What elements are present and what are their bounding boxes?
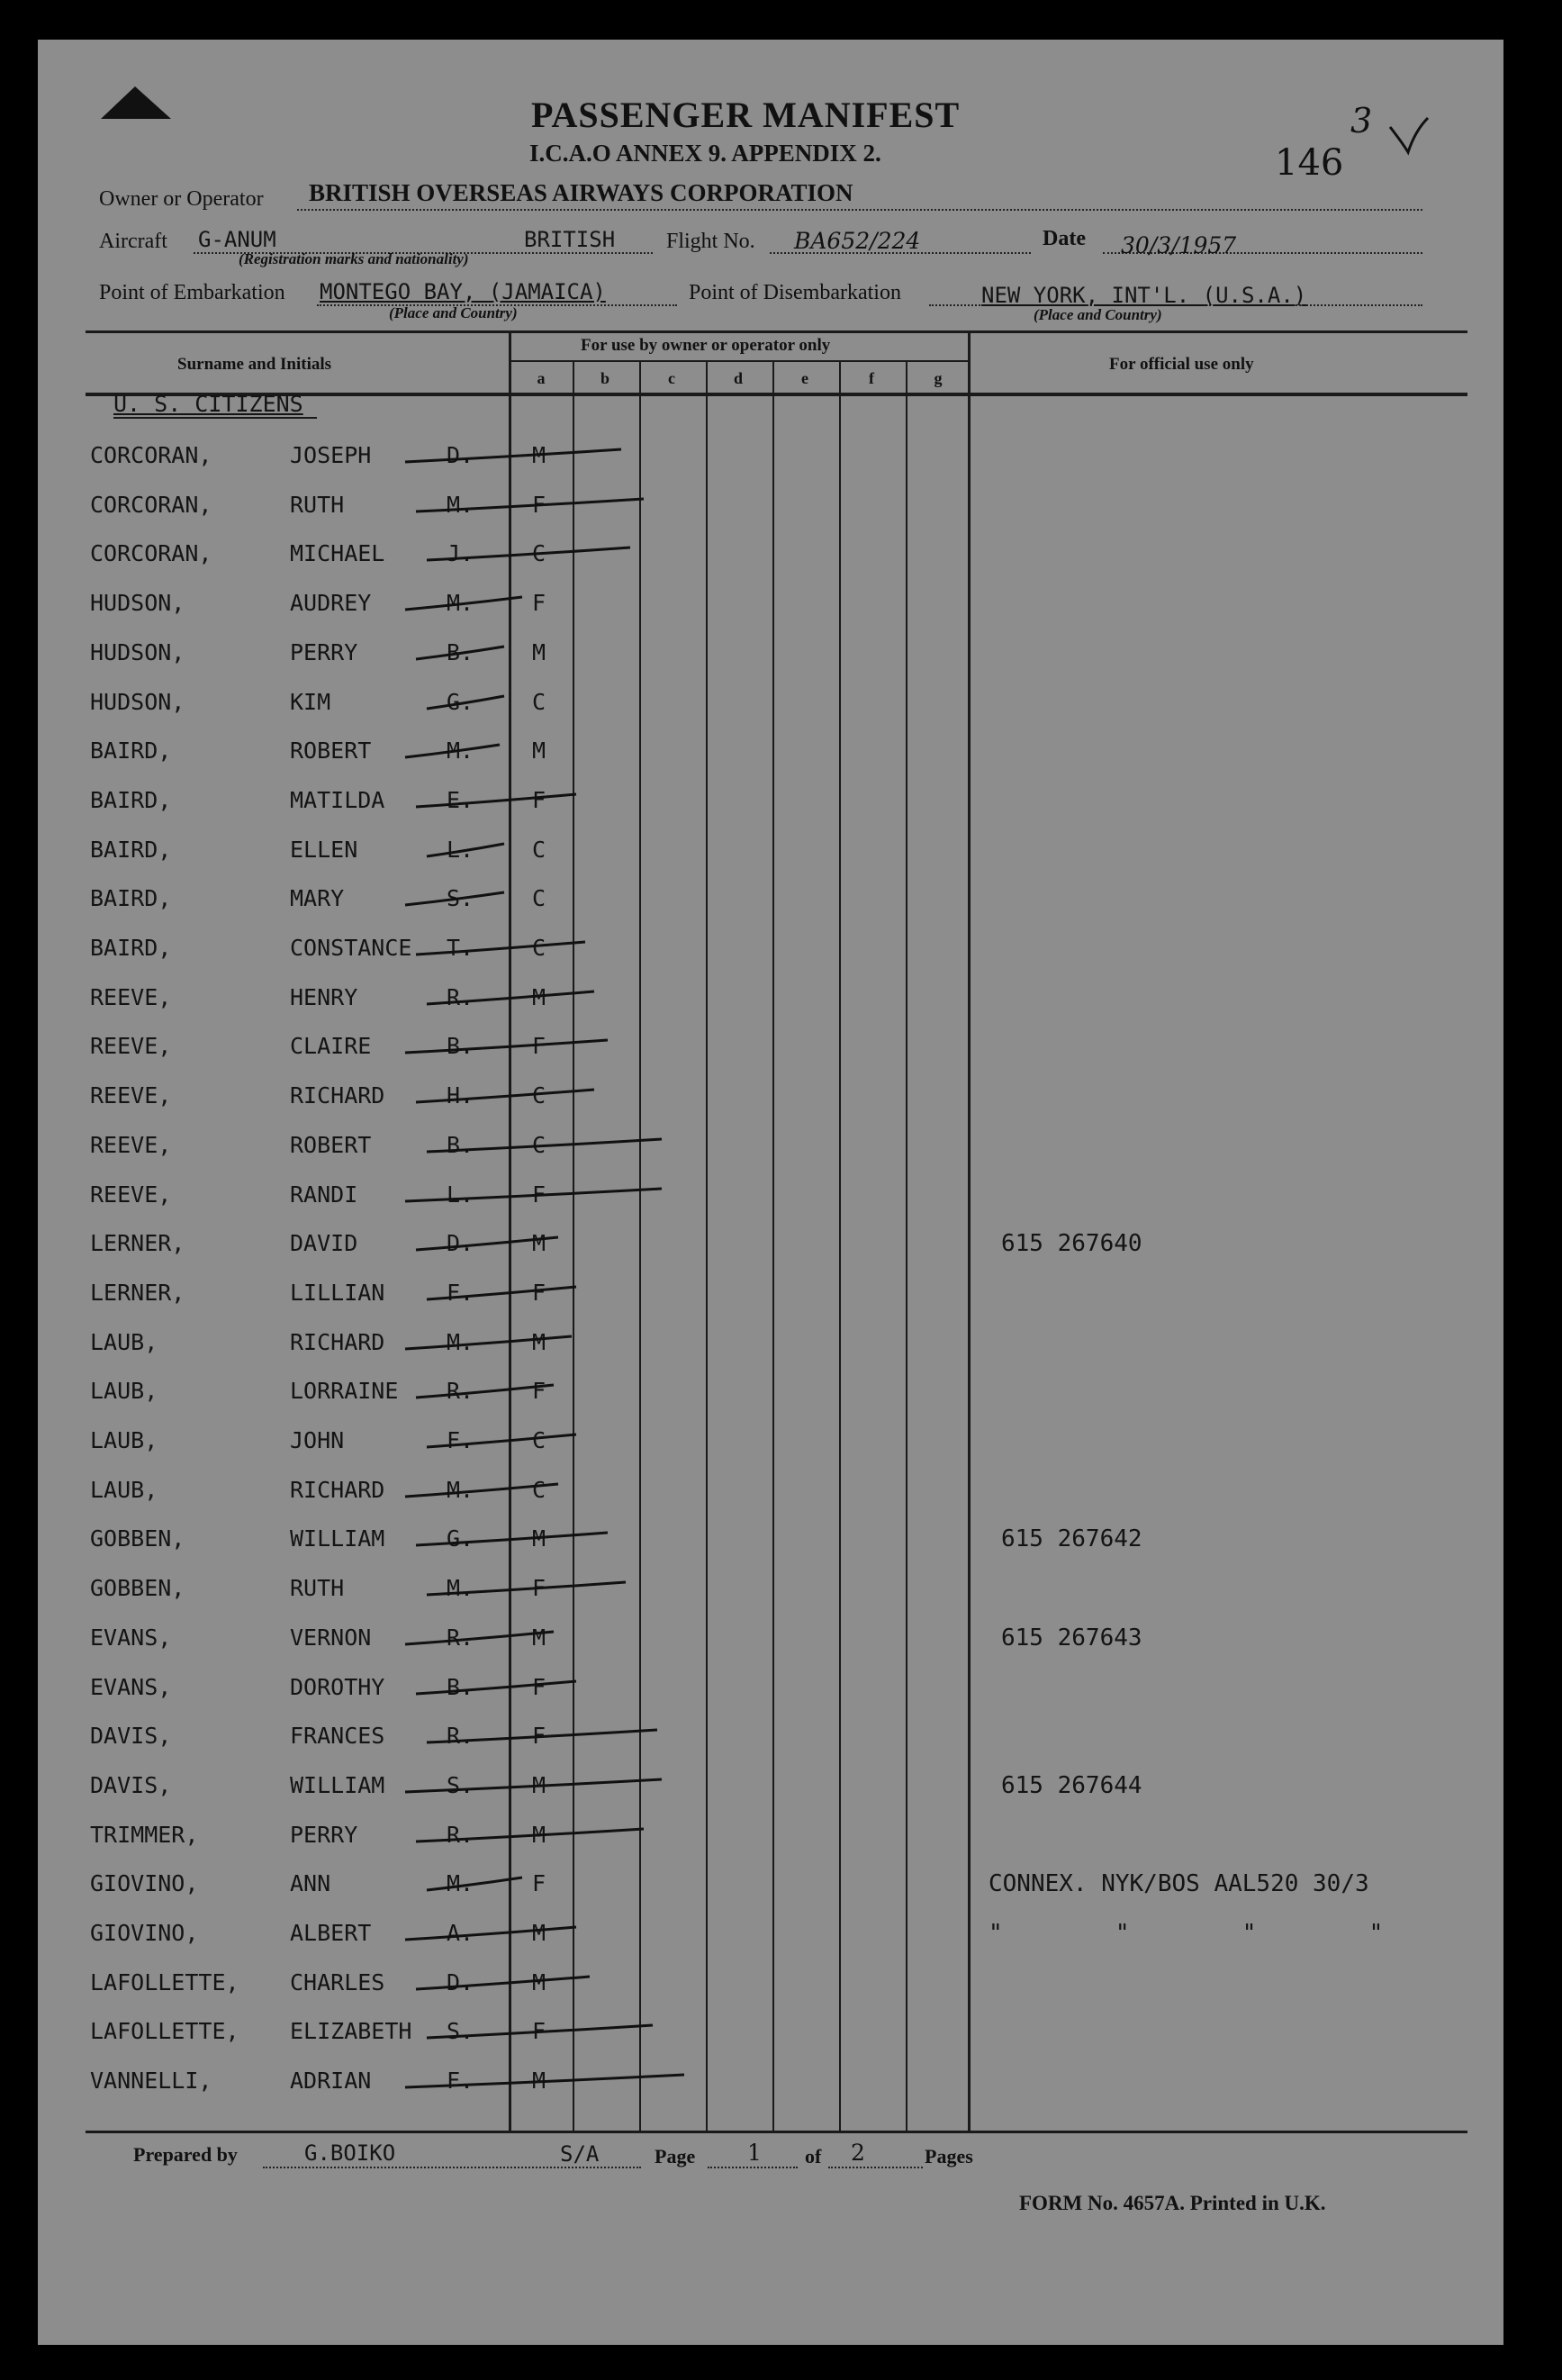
passenger-category: F: [532, 1378, 546, 1404]
strike-line: [427, 696, 504, 709]
passenger-surname: LERNER,: [90, 1230, 185, 1256]
passenger-surname: EVANS,: [90, 1624, 172, 1651]
passenger-initial: S.: [447, 1772, 474, 1798]
passenger-first-name: LILLIAN: [290, 1280, 385, 1306]
passenger-surname: VANNELLI,: [90, 2068, 212, 2094]
passenger-surname: REEVE,: [90, 1033, 172, 1059]
passenger-first-name: CHARLES: [290, 1969, 385, 1995]
passenger-first-name: CONSTANCE: [290, 935, 412, 961]
passenger-first-name: ELIZABETH: [290, 2018, 412, 2044]
passenger-initial: T.: [447, 935, 474, 961]
passenger-initial: D.: [447, 1230, 474, 1256]
passenger-surname: REEVE,: [90, 1132, 172, 1158]
passenger-surname: DAVIS,: [90, 1723, 172, 1749]
passenger-category: C: [532, 689, 546, 715]
owner-use-header: For use by owner or operator only: [581, 336, 831, 355]
passenger-initial: B.: [447, 1674, 474, 1700]
strike-line: [405, 1632, 554, 1644]
passenger-initial: R.: [447, 1822, 474, 1848]
column-header-e: e: [801, 369, 808, 387]
embark-value: MONTEGO BAY, (JAMAICA): [320, 279, 606, 304]
passenger-initial: R.: [447, 1378, 474, 1404]
passenger-initial: A.: [447, 1920, 474, 1946]
passenger-first-name: RUTH: [290, 492, 345, 518]
passenger-first-name: DOROTHY: [290, 1674, 385, 1700]
passenger-initial: M.: [447, 1329, 474, 1355]
passenger-first-name: JOHN: [290, 1427, 345, 1453]
flight-label: Flight No.: [666, 230, 755, 253]
passenger-category: C: [532, 837, 546, 863]
passenger-category: F: [532, 1674, 546, 1700]
disembark-value: NEW YORK, INT'L. (U.S.A.): [981, 283, 1307, 308]
strike-line: [405, 1336, 572, 1349]
strike-line: [427, 1287, 576, 1299]
strike-line: [405, 1484, 558, 1497]
passenger-initial: F.: [447, 1280, 474, 1306]
passenger-first-name: ROBERT: [290, 1132, 372, 1158]
passenger-surname: CORCORAN,: [90, 442, 212, 468]
passenger-category: F: [532, 590, 546, 616]
passenger-category: M: [532, 442, 546, 468]
strike-line: [427, 844, 504, 856]
registration-note: (Registration marks and nationality): [239, 250, 469, 267]
strike-line: [416, 1385, 554, 1398]
passenger-surname: REEVE,: [90, 1082, 172, 1109]
aircraft-label: Aircraft: [99, 230, 167, 253]
passenger-surname: LAUB,: [90, 1427, 158, 1453]
strike-line: [427, 991, 594, 1004]
strike-line: [416, 1090, 594, 1102]
passenger-first-name: ANN: [290, 1870, 331, 1896]
passenger-category: M: [532, 984, 546, 1010]
passenger-surname: CORCORAN,: [90, 540, 212, 566]
passenger-category: F: [532, 1870, 546, 1896]
strike-line: [427, 2025, 653, 2038]
passenger-category: F: [532, 1575, 546, 1601]
passenger-initial: E.: [447, 787, 474, 813]
strike-line: [416, 1237, 558, 1250]
of-dots: [828, 2167, 923, 2168]
page-value: 1: [747, 2140, 762, 2166]
passenger-surname: GOBBEN,: [90, 1575, 185, 1601]
page-label: Page: [655, 2145, 696, 2167]
strike-line: [427, 1878, 522, 1890]
page-dots: [708, 2167, 798, 2168]
passenger-first-name: RICHARD: [290, 1082, 385, 1109]
passenger-first-name: ELLEN: [290, 837, 358, 863]
passenger-first-name: MARY: [290, 885, 345, 911]
embark-label: Point of Embarkation: [99, 281, 285, 304]
official-note: " " " ": [989, 1920, 1384, 1947]
column-header-g: g: [934, 369, 943, 387]
strike-line: [405, 745, 500, 757]
owner-label: Owner or Operator: [99, 187, 264, 211]
strike-line: [405, 1040, 608, 1053]
passenger-initial: M.: [447, 1477, 474, 1503]
passenger-initial: G.: [447, 689, 474, 715]
passenger-initial: B.: [447, 1033, 474, 1059]
strike-line: [416, 1977, 590, 1989]
strike-line: [405, 449, 621, 462]
passenger-surname: LAUB,: [90, 1329, 158, 1355]
passenger-surname: CORCORAN,: [90, 492, 212, 518]
passenger-first-name: MICHAEL: [290, 540, 385, 566]
place-country-note-2: (Place and Country): [1034, 306, 1162, 323]
passenger-first-name: LORRAINE: [290, 1378, 399, 1404]
official-note: 615 267640: [1001, 1230, 1142, 1257]
passenger-surname: EVANS,: [90, 1674, 172, 1700]
place-country-note: (Place and Country): [389, 304, 518, 321]
passenger-initial: B.: [447, 639, 474, 665]
handwritten-page-number: 146: [1275, 142, 1344, 184]
passenger-category: F: [532, 1181, 546, 1208]
date-value: 30/3/1957: [1121, 232, 1237, 258]
passenger-first-name: PERRY: [290, 1822, 358, 1848]
passenger-first-name: FRANCES: [290, 1723, 385, 1749]
pages-label: Pages: [925, 2145, 973, 2167]
passenger-category: M: [532, 1822, 546, 1848]
of-value: 2: [851, 2140, 865, 2166]
passenger-category: C: [532, 885, 546, 911]
passenger-first-name: ADRIAN: [290, 2068, 372, 2094]
passenger-first-name: ALBERT: [290, 1920, 372, 1946]
passenger-initial: F.: [447, 2068, 474, 2094]
passenger-first-name: CLAIRE: [290, 1033, 372, 1059]
passenger-first-name: AUDREY: [290, 590, 372, 616]
owner-value: BRITISH OVERSEAS AIRWAYS CORPORATION: [309, 179, 853, 206]
prepared-label: Prepared by: [133, 2143, 238, 2166]
surname-header: Surname and Initials: [177, 355, 332, 374]
prepared-dots: [263, 2167, 641, 2168]
of-label: of: [805, 2145, 822, 2167]
passenger-initial: B.: [447, 1132, 474, 1158]
passenger-first-name: RANDI: [290, 1181, 358, 1208]
passenger-surname: REEVE,: [90, 1181, 172, 1208]
passenger-category: F: [532, 1033, 546, 1059]
passenger-surname: LAFOLLETTE,: [90, 1969, 239, 1995]
column-header-a: a: [537, 369, 546, 387]
passenger-category: C: [532, 1132, 546, 1158]
strike-line: [405, 1927, 576, 1940]
flight-value: BA652/224: [794, 228, 921, 254]
passenger-initial: J.: [447, 540, 474, 566]
passenger-initial: M.: [447, 1575, 474, 1601]
passenger-first-name: PERRY: [290, 639, 358, 665]
form-note: FORM No. 4657A. Printed in U.K.: [1019, 2192, 1326, 2214]
passenger-category: M: [532, 2068, 546, 2094]
strike-line: [427, 1582, 626, 1595]
role-value: S/A: [560, 2141, 600, 2167]
strike-line: [427, 1730, 657, 1742]
strike-line: [416, 942, 585, 955]
passenger-initial: M.: [447, 590, 474, 616]
passenger-first-name: HENRY: [290, 984, 358, 1010]
strike-line: [427, 1434, 576, 1447]
column-header-c: c: [668, 369, 675, 387]
passenger-surname: BAIRD,: [90, 738, 172, 764]
passenger-surname: HUDSON,: [90, 639, 185, 665]
passenger-surname: BAIRD,: [90, 935, 172, 961]
passenger-initial: R.: [447, 1624, 474, 1651]
passenger-surname: BAIRD,: [90, 787, 172, 813]
passenger-category: M: [532, 1772, 546, 1798]
passenger-first-name: MATILDA: [290, 787, 385, 813]
column-header-d: d: [733, 369, 743, 387]
passenger-surname: BAIRD,: [90, 837, 172, 863]
passenger-category: M: [532, 1329, 546, 1355]
passenger-first-name: KIM: [290, 689, 331, 715]
passenger-initial: M.: [447, 492, 474, 518]
passenger-category: C: [532, 1427, 546, 1453]
passenger-surname: BAIRD,: [90, 885, 172, 911]
passenger-initial: F.: [447, 1427, 474, 1453]
official-note: 615 267644: [1001, 1772, 1142, 1799]
passenger-category: F: [532, 1280, 546, 1306]
passenger-category: F: [532, 1723, 546, 1749]
passenger-category: M: [532, 1969, 546, 1995]
page-title: PASSENGER MANIFEST: [531, 95, 961, 135]
passenger-surname: LAFOLLETTE,: [90, 2018, 239, 2044]
passenger-initial: M.: [447, 1870, 474, 1896]
official-note: CONNEX. NYK/BOS AAL520 30/3: [989, 1870, 1369, 1897]
passenger-category: F: [532, 787, 546, 813]
passenger-surname: TRIMMER,: [90, 1822, 199, 1848]
passenger-first-name: ROBERT: [290, 738, 372, 764]
passenger-first-name: JOSEPH: [290, 442, 372, 468]
strike-line: [416, 1681, 576, 1694]
strike-line: [416, 647, 504, 659]
passenger-category: M: [532, 1230, 546, 1256]
passenger-category: C: [532, 935, 546, 961]
passenger-category: M: [532, 639, 546, 665]
passenger-initial: S.: [447, 885, 474, 911]
passenger-initial: S.: [447, 2018, 474, 2044]
passenger-category: C: [532, 540, 546, 566]
passenger-category: C: [532, 1477, 546, 1503]
passenger-surname: HUDSON,: [90, 590, 185, 616]
section-label: U. S. CITIZENS: [113, 391, 303, 417]
strike-line: [416, 1829, 644, 1842]
passenger-initial: D.: [447, 442, 474, 468]
passenger-surname: REEVE,: [90, 984, 172, 1010]
corner-mark: 3: [1350, 101, 1373, 140]
passenger-first-name: RICHARD: [290, 1329, 385, 1355]
passenger-surname: HUDSON,: [90, 689, 185, 715]
passenger-initial: D.: [447, 1969, 474, 1995]
passenger-first-name: RICHARD: [290, 1477, 385, 1503]
strike-line: [405, 1779, 662, 1792]
passenger-surname: LERNER,: [90, 1280, 185, 1306]
strike-line: [427, 1139, 662, 1152]
passenger-surname: DAVIS,: [90, 1772, 172, 1798]
passenger-initial: L.: [447, 1181, 474, 1208]
passenger-surname: LAUB,: [90, 1477, 158, 1503]
passenger-first-name: WILLIAM: [290, 1772, 385, 1798]
passenger-first-name: DAVID: [290, 1230, 358, 1256]
passenger-initial: M.: [447, 738, 474, 764]
strike-line: [427, 547, 630, 560]
passenger-category: C: [532, 1082, 546, 1109]
passenger-surname: LAUB,: [90, 1378, 158, 1404]
passenger-initial: G.: [447, 1525, 474, 1552]
official-note: 615 267642: [1001, 1525, 1142, 1552]
column-header-f: f: [869, 369, 874, 387]
passenger-category: M: [532, 738, 546, 764]
column-header-b: b: [600, 369, 609, 387]
passenger-first-name: WILLIAM: [290, 1525, 385, 1552]
passenger-initial: H.: [447, 1082, 474, 1109]
passenger-initial: R.: [447, 1723, 474, 1749]
passenger-category: F: [532, 492, 546, 518]
strike-line: [416, 794, 576, 807]
strike-line: [405, 892, 504, 905]
official-header: For official use only: [1109, 355, 1254, 374]
strike-line: [405, 1189, 662, 1201]
passenger-category: F: [532, 2018, 546, 2044]
date-label: Date: [1043, 227, 1086, 250]
passenger-surname: GIOVINO,: [90, 1920, 199, 1946]
strike-line: [405, 2075, 684, 2087]
nationality-value: BRITISH: [524, 227, 616, 252]
passenger-category: M: [532, 1624, 546, 1651]
strike-line: [405, 597, 522, 610]
strike-line: [416, 1533, 608, 1545]
aircraft-value: G-ANUM: [198, 227, 276, 252]
passenger-initial: L.: [447, 837, 474, 863]
prepared-value: G.BOIKO: [304, 2140, 396, 2166]
disembark-label: Point of Disembarkation: [689, 281, 901, 304]
passenger-category: M: [532, 1920, 546, 1946]
passenger-surname: GOBBEN,: [90, 1525, 185, 1552]
passenger-first-name: RUTH: [290, 1575, 345, 1601]
passenger-initial: R.: [447, 984, 474, 1010]
page-subtitle: I.C.A.O ANNEX 9. APPENDIX 2.: [529, 140, 881, 167]
official-note: 615 267643: [1001, 1624, 1142, 1652]
passenger-first-name: VERNON: [290, 1624, 372, 1651]
passenger-surname: GIOVINO,: [90, 1870, 199, 1896]
strike-line: [416, 499, 644, 511]
passenger-category: M: [532, 1525, 546, 1552]
